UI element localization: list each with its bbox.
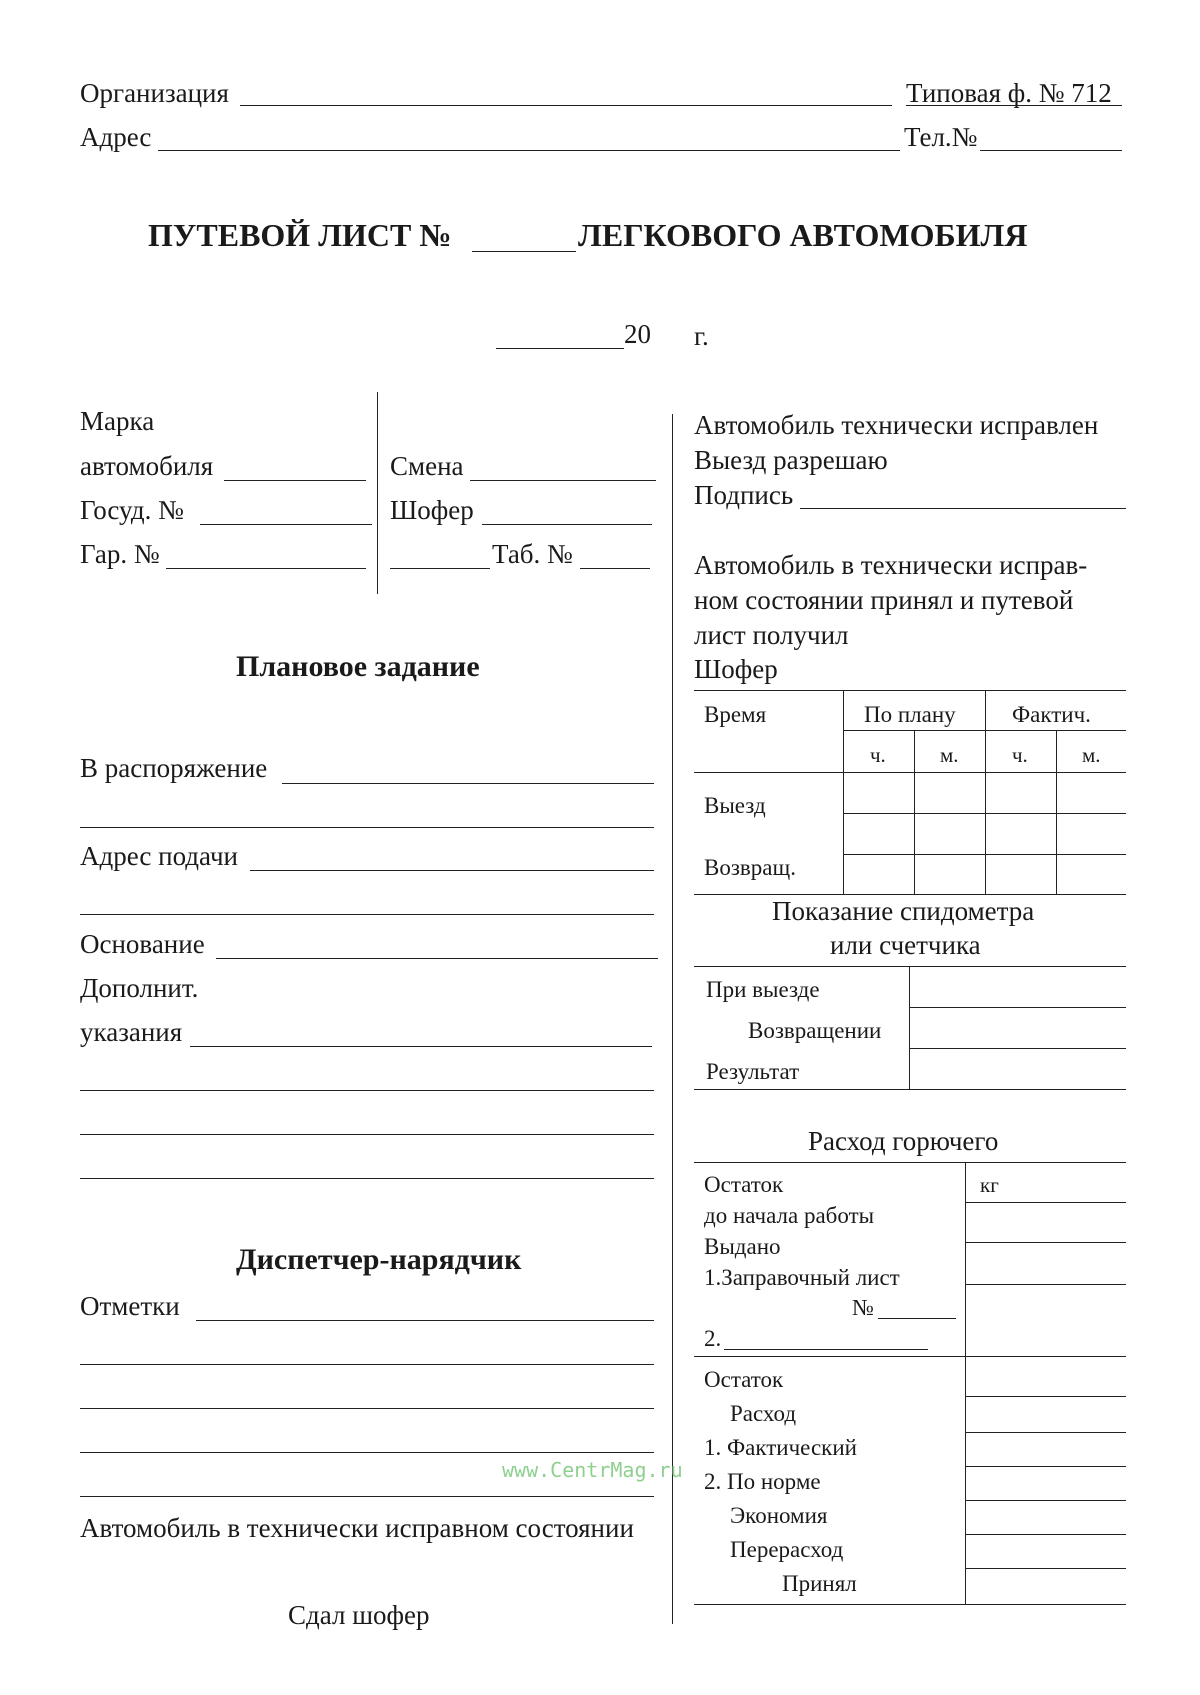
address-field-line[interactable] [158, 150, 900, 151]
fuel-item-2-line[interactable] [724, 1349, 928, 1350]
organization-field-line[interactable] [240, 105, 892, 106]
additional-extra-line-1[interactable] [80, 1090, 654, 1091]
fuel-row-line-3 [966, 1284, 1126, 1285]
plan-minutes: м. [940, 743, 959, 767]
marks-extra-line-4[interactable] [80, 1496, 654, 1497]
marks-extra-line-3[interactable] [80, 1452, 654, 1453]
plan-header: По плану [864, 702, 956, 727]
time-table-vline-2 [914, 730, 915, 894]
marks-label: Отметки [80, 1291, 180, 1321]
fuel-vline [965, 1162, 966, 1604]
fact-header: Фактич. [1012, 702, 1091, 727]
fuel-mid-line [694, 1356, 1126, 1357]
return-label: Возвращ. [704, 855, 796, 880]
driver-label: Шофер [390, 495, 474, 525]
waybill-number-line[interactable] [472, 251, 576, 252]
driver-field-line[interactable] [482, 524, 652, 525]
fuel-row-line-7 [966, 1500, 1126, 1501]
additional-label-2: указания [80, 1017, 183, 1047]
fuel-row-line-9 [966, 1568, 1126, 1569]
marks-field-line[interactable] [196, 1320, 654, 1321]
speedometer-vline [909, 966, 910, 1089]
speedometer-departure: При выезде [706, 977, 820, 1002]
tab-number-field-line[interactable] [580, 568, 650, 569]
basis-label: Основание [80, 929, 205, 959]
tech-ok-statement: Автомобиль в технически исправном состоянии [80, 1513, 634, 1543]
fuel-row-line-1 [966, 1202, 1126, 1203]
time-table-bottom-line [694, 894, 1126, 895]
year-suffix: г. [694, 321, 709, 351]
approval-line-2: Выезд разрешаю [694, 445, 888, 475]
handed-by-driver-label: Сдал шофер [288, 1600, 430, 1630]
address-label: Адрес [80, 122, 152, 152]
fuel-sheet-number-line[interactable] [878, 1318, 956, 1319]
accepted-driver-label: Шофер [694, 654, 778, 684]
watermark: www.CentrMag.ru [502, 1458, 683, 1482]
time-header: Время [704, 702, 767, 727]
plan-hours: ч. [870, 743, 886, 767]
fuel-item-2: 2. [704, 1326, 722, 1351]
fuel-kg-unit: кг [980, 1173, 999, 1197]
accepted-line-2: ном состоянии принял и путевой [694, 585, 1074, 615]
fuel-remainder-start-2: до начала работы [704, 1203, 875, 1228]
additional-extra-line-2[interactable] [80, 1134, 654, 1135]
fuel-actual: 1. Фактический [704, 1435, 857, 1460]
brand-label-2: автомобиля [80, 451, 214, 481]
state-number-label: Госуд. № [80, 495, 184, 525]
form-code-underline [906, 105, 1122, 106]
basis-field-line[interactable] [216, 958, 658, 959]
additional-field-line[interactable] [190, 1046, 652, 1047]
fuel-row-line-4 [966, 1396, 1126, 1397]
fuel-top-line [694, 1162, 1126, 1163]
time-table-vline-4 [1056, 730, 1057, 894]
marks-extra-line-1[interactable] [80, 1364, 654, 1365]
state-number-field-line[interactable] [200, 524, 372, 525]
additional-label: Дополнит. [80, 973, 199, 1003]
fuel-row-line-5 [966, 1432, 1126, 1433]
fuel-sheet-label: 1.Заправочный лист [704, 1265, 900, 1290]
fuel-consumption: Расход [730, 1401, 797, 1426]
speedometer-top-line [694, 966, 1126, 967]
disposal-extra-line[interactable] [80, 827, 654, 828]
organization-label: Организация [80, 78, 229, 108]
signature-label: Подпись [694, 480, 794, 510]
fuel-row-line-8 [966, 1534, 1126, 1535]
fuel-heading: Расход горючего [808, 1126, 999, 1156]
column-divider [672, 414, 673, 1624]
tab-number-prefix-line[interactable] [390, 568, 490, 569]
speedometer-row-line-1 [910, 1007, 1126, 1008]
speedometer-heading-1: Показание спидометра [772, 896, 1035, 926]
fuel-overspend: Перерасход [730, 1537, 844, 1562]
garage-number-label: Гар. № [80, 539, 160, 569]
phone-label: Тел.№ [904, 122, 978, 152]
fuel-remainder-start: Остаток [704, 1172, 784, 1197]
tab-number-label: Таб. № [492, 539, 573, 569]
time-table-vline-3 [985, 690, 986, 894]
additional-extra-line-3[interactable] [80, 1178, 654, 1179]
fuel-norm: 2. По норме [704, 1469, 821, 1494]
brand-field-line[interactable] [224, 480, 366, 481]
speedometer-bottom-line [694, 1089, 1126, 1090]
fact-hours: ч. [1012, 743, 1028, 767]
speedometer-row-line-2 [910, 1048, 1126, 1049]
phone-field-line[interactable] [980, 150, 1122, 151]
form-code: Типовая ф. № 712 [906, 78, 1112, 108]
fuel-accepted: Принял [782, 1571, 857, 1596]
plan-heading: Плановое задание [236, 650, 480, 683]
fuel-remainder: Остаток [704, 1367, 784, 1392]
pickup-address-extra-line[interactable] [80, 914, 654, 915]
time-table-top-line [694, 690, 1126, 691]
brand-label: Марка [80, 406, 155, 436]
pickup-address-field-line[interactable] [250, 870, 654, 871]
fact-minutes: м. [1082, 743, 1101, 767]
fuel-issued: Выдано [704, 1234, 781, 1259]
fuel-economy: Экономия [730, 1503, 828, 1528]
departure-label: Выезд [704, 793, 766, 818]
time-table-header-bottom [694, 772, 1126, 773]
fuel-row-line-6 [966, 1466, 1126, 1467]
accepted-line-1: Автомобиль в технически исправ- [694, 550, 1088, 580]
speedometer-heading-2: или счетчика [830, 930, 981, 960]
pickup-address-label: Адрес подачи [80, 841, 238, 871]
speedometer-return: Возвращении [748, 1018, 882, 1043]
disposal-label: В распоряжение [80, 753, 268, 783]
shift-label: Смена [390, 451, 464, 481]
disposal-field-line[interactable] [282, 783, 654, 784]
garage-number-field-line[interactable] [166, 568, 366, 569]
title-vehicle-type: ЛЕГКОВОГО АВТОМОБИЛЯ [578, 217, 1028, 253]
shift-field-line[interactable] [470, 480, 656, 481]
accepted-line-3: лист получил [694, 620, 849, 650]
fuel-sheet-number-sign: № [852, 1295, 874, 1320]
speedometer-result: Результат [706, 1059, 800, 1084]
fuel-row-line-2 [966, 1242, 1126, 1243]
marks-extra-line-2[interactable] [80, 1408, 654, 1409]
time-table-vline-1 [843, 690, 844, 894]
dispatcher-heading: Диспетчер-нарядчик [236, 1243, 522, 1276]
fuel-bottom-line [694, 1604, 1126, 1605]
signature-field-line[interactable] [800, 508, 1126, 509]
date-line[interactable] [496, 348, 624, 349]
year-prefix: 20 [624, 319, 651, 349]
vehicle-block-divider [377, 392, 378, 594]
approval-line-1: Автомобиль технически исправлен [694, 410, 1099, 440]
title-waybill: ПУТЕВОЙ ЛИСТ № [148, 217, 452, 253]
